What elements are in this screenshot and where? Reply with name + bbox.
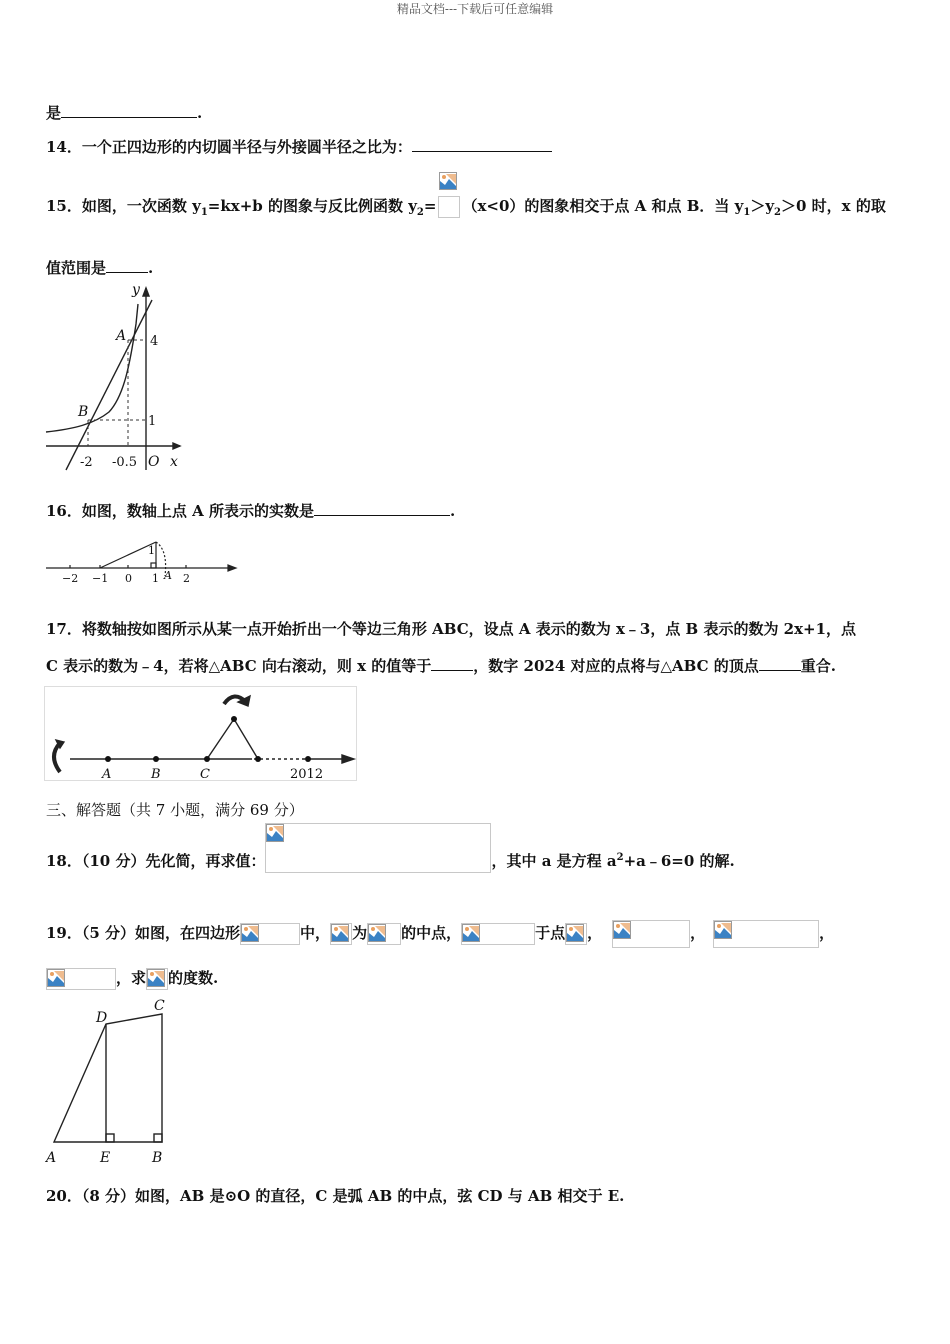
question-16: 16．如图，数轴上点 A 所表示的实数是 . [46,502,456,520]
question-17-line1: 17．将数轴按如图所示从某一点开始折出一个等边三角形 ABC，设点 A 表示的数为 x﹣3，点 B 表示的数为 2x+1，点 [46,620,857,638]
broken-image-icon [147,969,165,987]
label-x: x [170,454,178,470]
broken-image-icon [241,924,259,942]
number-line-arrow [342,755,354,763]
question-20: 20．（8 分）如图，AB 是⊙O 的直径，C 是弧 AB 的中点，弦 CD 与 AB 相交于 E. [46,1187,625,1205]
label-2012: 2012 [290,767,324,782]
inverse-function-curve [46,304,138,432]
question-19: 19．（5 分）如图，在四边形 中， 为 的中点， 于点 ， ， ， [46,920,834,948]
number-line-arrow [228,565,236,571]
tick-neg2: −2 [62,572,79,585]
broken-image-icon [613,921,631,939]
formula-image-placeholder [612,920,690,948]
tick-2: 2 [183,572,190,585]
formula-image-placeholder [330,923,352,945]
broken-image-icon [266,824,284,842]
answer-blank[interactable] [61,103,197,118]
label-A: A [116,328,127,344]
label-A: A [46,1150,57,1166]
right-angle-mark-E [106,1134,114,1142]
formula-image-placeholder [240,923,300,945]
equilateral-triangle [207,719,258,759]
tick-neg1: −1 [92,572,109,585]
label-C: C [200,767,210,782]
quadrilateral-ABCD [54,1014,162,1142]
label-B: B [78,404,89,420]
question-17-line2: C 表示的数为﹣4，若将△ABC 向右滚动，则 x 的值等于 ，数字 2024 对应的点将与△ABC 的顶点 重合. [46,657,837,675]
label-A: A [164,569,172,582]
label-B: B [151,767,161,782]
formula-image-placeholder [146,968,168,990]
label-y: y [132,284,140,298]
formula-image-placeholder [713,920,819,948]
question-19-line2: ，求 的度数. [46,968,218,990]
broken-image-icon [462,924,480,942]
answer-blank[interactable] [314,501,450,516]
formula-image-placeholder [461,923,535,945]
number-line-figure-q16 [44,532,244,588]
section-3-heading: 三、解答题（共 7 小题，满分 69 分） [46,801,304,819]
formula-image-placeholder [438,196,460,218]
label-A: A [102,767,112,782]
right-angle-mark-B [154,1134,162,1142]
formula-image-placeholder [46,968,116,990]
label-B: B [152,1150,163,1166]
formula-image-placeholder [565,923,587,945]
answer-blank[interactable] [759,656,801,671]
broken-image-icon [714,921,732,939]
question-15-line2: 值范围是 . [46,259,154,277]
broken-image-icon [47,969,65,987]
formula-image-placeholder [265,823,491,873]
question-14: 14．一个正四边形的内切圆半径与外接圆半径之比为： [46,137,552,157]
question-18: 18．（10 分）先化简，再求值： ，其中 a 是方程 $a^2+a﹣6=0$ 的解. [46,848,735,873]
broken-image-icon [439,172,457,190]
broken-image-icon [368,924,386,942]
tick-1: 1 [152,572,159,585]
graph-figure-q15 [44,284,184,474]
number-line-triangle-figure-q17 [44,686,358,782]
quadrilateral-figure-q19 [44,996,184,1168]
broken-image-icon [331,924,349,942]
segment-length-label: 1 [148,544,155,557]
right-angle-mark [151,563,156,568]
answer-blank[interactable] [412,137,552,152]
q13-tail: 是 . [46,104,203,122]
tick-0: 0 [125,572,132,585]
tick-neg05: -0.5 [112,455,138,470]
answer-blank[interactable] [431,656,473,671]
page-header: 精品文档---下载后可任意编辑 [396,2,554,16]
answer-blank[interactable] [106,258,148,273]
label-E: E [100,1150,111,1166]
tick-4: 4 [150,334,159,349]
tick-neg2: -2 [80,455,93,470]
linear-function-line [66,300,152,470]
label-O: O [148,454,160,470]
formula-image-placeholder [367,923,401,945]
y-axis-arrow [143,288,149,296]
label-C: C [154,998,165,1014]
x-axis-arrow [173,443,180,449]
broken-image-icon [566,924,584,942]
question-15: 15．如图，一次函数 $y_1=kx+b$ 的图象与反比例函数 $y_2=$ （x<0）的图象相交于点 A 和点 B．当 $y_1>y_2>0$ 时，x 的取 [46,196,886,223]
label-D: D [96,1010,108,1026]
tick-1: 1 [148,414,157,429]
